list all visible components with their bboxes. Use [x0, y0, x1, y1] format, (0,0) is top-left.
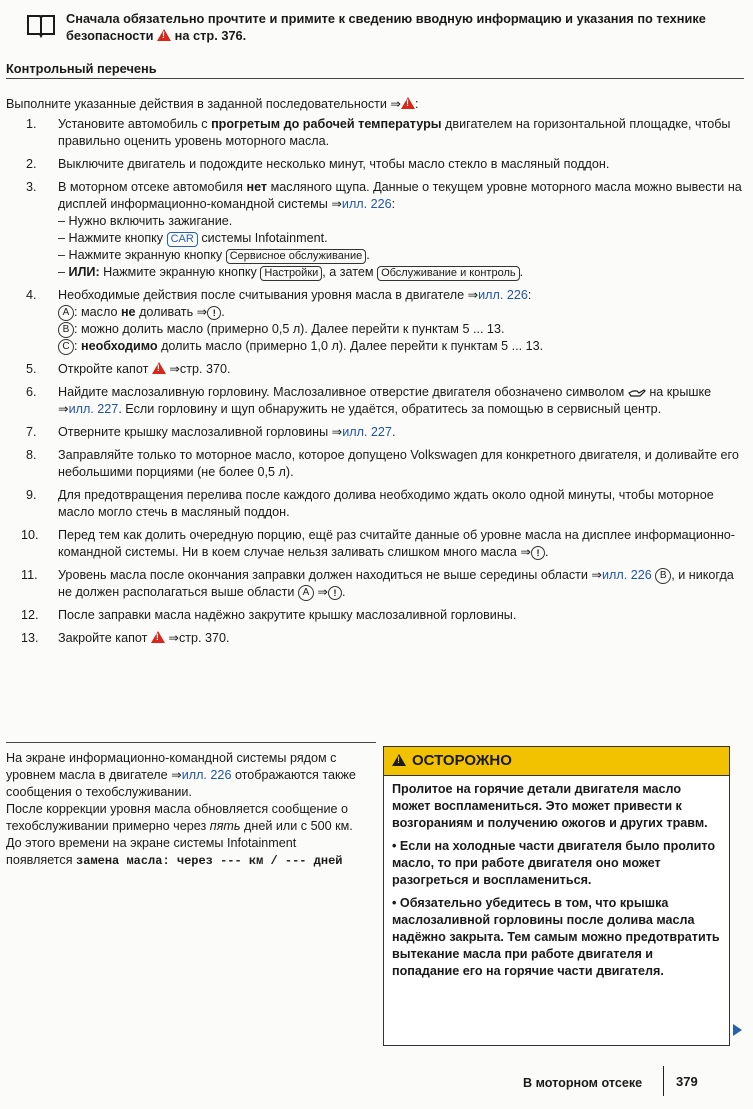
checklist	[0, 116, 745, 653]
info-icon[interactable]: !	[207, 306, 221, 320]
step-text: Необходимые действия после считывания уровня масла в двигателе ⇒	[58, 288, 479, 302]
warning-triangle-icon	[392, 754, 406, 766]
lead-text-main: Выполните указанные действия в заданной последовательности ⇒	[6, 97, 401, 111]
circle-b-icon: B	[655, 568, 671, 584]
section-divider	[6, 78, 744, 79]
intro-notice	[26, 10, 726, 44]
list-item: 10. Перед тем как долить очередную порцию, ещё раз считайте данные об уровне масла на дисплее информационно-командной системы. Ни в коем случае нельзя заливать слишком много масла ⇒ ! .	[21, 528, 735, 559]
sub-step-text: –	[58, 265, 69, 279]
page-ref[interactable]: ⇒стр. 370.	[168, 631, 230, 645]
step-text: .	[391, 425, 396, 439]
warning-triangle-icon	[152, 362, 166, 374]
lead-text: Выполните указанные действия в заданной последовательности ⇒! :	[6, 96, 746, 113]
oil-can-icon	[628, 385, 650, 399]
step-number: 1.	[26, 117, 37, 131]
warning-triangle-icon	[157, 29, 171, 41]
car-button[interactable]: CAR	[167, 232, 198, 247]
page-number: 379	[676, 1074, 698, 1089]
option-emphasis: необходимо	[81, 339, 158, 353]
step-number: 3.	[26, 180, 37, 194]
step-text: масляного щупа. Данные о текущем уровне моторного масла можно вывести на дисплей информационно-командной системы ⇒	[58, 180, 742, 211]
step-number: 11.	[21, 568, 38, 582]
figure-link[interactable]: илл. 226	[601, 568, 652, 582]
warning-triangle-icon	[401, 97, 415, 109]
step-number: 9.	[26, 488, 37, 502]
step-text: двигателем на горизонтальной площадке, чтобы правильно оценить уровень моторного масла.	[58, 117, 731, 148]
step-text: . Если горловину и щуп обнаружить не удаётся, обратитесь за помощью в сервисный центр.	[118, 402, 662, 416]
step-number: 12.	[21, 608, 39, 622]
note-paragraph	[6, 801, 364, 835]
step-emphasis: прогретым до рабочей температуры	[211, 117, 442, 131]
display-message: замена масла: через --- км / --- дней	[76, 854, 343, 868]
list-item	[0, 361, 745, 378]
section-title: Контрольный перечень	[6, 61, 157, 76]
info-icon[interactable]: !	[531, 546, 545, 560]
sub-step	[58, 247, 745, 264]
caution-header	[384, 747, 729, 776]
figure-link[interactable]: илл. 227	[68, 402, 119, 416]
step-text: Установите автомобиль с	[58, 117, 212, 131]
list-item	[0, 384, 745, 418]
step-text: ⇒	[317, 585, 328, 599]
list-item	[0, 487, 745, 521]
circle-b-icon: B	[58, 322, 74, 338]
sub-step	[58, 230, 745, 247]
book-icon	[26, 12, 56, 38]
figure-link[interactable]: илл. 227	[342, 425, 392, 439]
list-item	[0, 424, 745, 441]
option-a: A : масло не доливать ⇒ ! .	[58, 304, 745, 321]
sub-step-text: системы Infotainment.	[197, 231, 328, 245]
step-text: Перед тем как долить очередную порцию, ещё раз считайте данные об уровне масла на дисплее информационно-командной системы. Ни в коем случае нельзя заливать слишком много масла ⇒	[58, 528, 735, 559]
step-number: 6.	[26, 385, 37, 399]
step-text: После заправки масла надёжно закрутите крышку маслозаливной горловины.	[58, 608, 517, 622]
step-emphasis: нет	[246, 180, 268, 194]
circle-a-icon: A	[298, 585, 314, 601]
intro-text-main: Сначала обязательно прочтите и примите к сведению вводную информацию и указания по технике безопасности	[66, 11, 706, 43]
warning-triangle-icon	[151, 631, 165, 643]
step-text: , и никогда не должен располагаться выше области	[58, 568, 734, 599]
step-text: Выключите двигатель и подождите несколько минут, чтобы масло стекло в масляный поддон.	[58, 157, 610, 171]
or-label: ИЛИ:	[68, 265, 100, 279]
figure-link[interactable]: илл. 226	[478, 288, 528, 302]
list-item	[0, 447, 745, 481]
page-ref[interactable]: ⇒стр. 370.	[169, 362, 231, 376]
footer-section: В моторном отсеке	[523, 1076, 643, 1090]
list-item	[0, 156, 745, 173]
step-number: 4.	[26, 288, 37, 302]
sub-step-text: Нажмите экранную кнопку	[99, 265, 261, 279]
footer-divider	[663, 1066, 664, 1096]
option-text: доливать ⇒	[135, 305, 208, 319]
option-text: : масло	[74, 305, 121, 319]
option-text: : можно долить масло (примерно 0,5 л). Далее перейти к пунктам 5 ... 13.	[74, 322, 505, 336]
caution-paragraph: • Обязательно убедитесь в том, что крышка маслозаливной горловины после долива масла надёжно закрыта. Тем самым можно предотвратить вытекание масла при работе двигателя и попадание его на горячие части двигателя.	[392, 896, 720, 978]
figure-link[interactable]: илл. 226	[341, 197, 392, 211]
figure-link[interactable]: илл. 226	[181, 768, 232, 782]
option-text: долить масло (примерно 1,0 л). Далее перейти к пунктам 5 ... 13.	[157, 339, 544, 353]
caution-title: ОСТОРОЖНО	[412, 752, 512, 769]
step-text: на крышке ⇒	[58, 385, 712, 416]
step-text: Откройте капот	[58, 362, 149, 376]
caution-box	[383, 746, 730, 1046]
list-item	[0, 630, 745, 647]
note-text: После коррекции уровня масла обновляется сообщение о техобслуживании примерно через	[6, 802, 349, 833]
option-emphasis: не	[120, 305, 136, 319]
section-divider	[6, 742, 376, 743]
step-text: Для предотвращения перелива после каждого долива необходимо ждать около одной минуты, чтобы моторное масло могло стечь в масляный поддон.	[58, 488, 714, 519]
info-icon[interactable]: !	[328, 586, 342, 600]
sub-step-text: , а затем	[322, 265, 378, 279]
caution-body	[384, 776, 729, 980]
list-item	[0, 287, 745, 355]
continue-arrow-icon[interactable]	[733, 1024, 742, 1036]
note-text: На экране информационно-командной системы рядом с уровнем масла в двигателе ⇒	[6, 751, 337, 782]
step-text: :	[527, 288, 532, 302]
list-item	[0, 116, 745, 150]
circle-c-icon: C	[58, 339, 74, 355]
settings-button[interactable]: Настройки	[260, 266, 322, 281]
step-number: 7.	[26, 425, 37, 439]
note-text: отображаются также сообщения о техобслуживании.	[6, 768, 356, 799]
step-number: 8.	[26, 448, 37, 462]
note-text: дней или с 500 км.	[240, 819, 353, 833]
sub-step-text: – Нажмите экранную кнопку	[58, 248, 226, 262]
note-paragraph	[6, 750, 364, 801]
option-b	[58, 321, 745, 338]
maintenance-button[interactable]: Обслуживание и контроль	[377, 266, 520, 281]
list-item: 11. Уровень масла после окончания заправки должен находиться не выше середины области ⇒илл. 226 B , и никогда не должен располагаться выше области A ⇒ ! .	[21, 568, 734, 599]
circle-a-icon: A	[58, 305, 74, 321]
step-text: В моторном отсеке автомобиля	[58, 180, 247, 194]
service-message-note	[6, 750, 364, 870]
step-number: 10.	[21, 528, 39, 542]
step-text: Закройте капот	[58, 631, 148, 645]
intro-text	[66, 10, 726, 44]
step-number: 13.	[21, 631, 39, 645]
option-text: :	[74, 339, 81, 353]
caution-paragraph: Пролитое на горячие детали двигателя масло может воспламениться. Это может привести к возгораниям и получению ожогов и других травм.	[392, 782, 708, 830]
intro-page-ref[interactable]: на стр. 376.	[174, 28, 247, 43]
list-item	[0, 607, 745, 624]
step-number: 2.	[26, 157, 37, 171]
caution-paragraph: • Если на холодные части двигателя было пролито масло, то при работе двигателя оно может разогреться и воспламениться.	[392, 839, 716, 887]
sub-step-text: – Нажмите кнопку	[58, 231, 167, 245]
step-text: Отверните крышку маслозаливной горловины ⇒	[58, 425, 343, 439]
service-button[interactable]: Сервисное обслуживание	[226, 249, 367, 264]
step-text: Заправляйте только то моторное масло, которое допущено Volkswagen для конкретного двигателя, и доливайте его небольшими порциями (не более 0,5 л).	[58, 448, 739, 479]
note-paragraph	[6, 835, 364, 870]
note-text: До этого времени на экране системы Infotainment появляется	[6, 836, 297, 867]
step-number: 5.	[26, 362, 37, 376]
sub-step: – Нужно включить зажигание.	[58, 214, 233, 228]
sub-step	[58, 264, 745, 281]
step-text: :	[391, 197, 396, 211]
note-emphasis: пять	[209, 819, 241, 833]
sub-step-text: .	[519, 265, 524, 279]
option-c	[58, 338, 745, 355]
list-item	[0, 179, 745, 281]
sub-step-text: .	[366, 248, 370, 262]
step-text: Уровень масла после окончания заправки должен находиться не выше середины области ⇒	[58, 568, 602, 582]
step-text: Найдите маслозаливную горловину. Маслозаливное отверстие двигателя обозначено символом	[58, 385, 628, 399]
